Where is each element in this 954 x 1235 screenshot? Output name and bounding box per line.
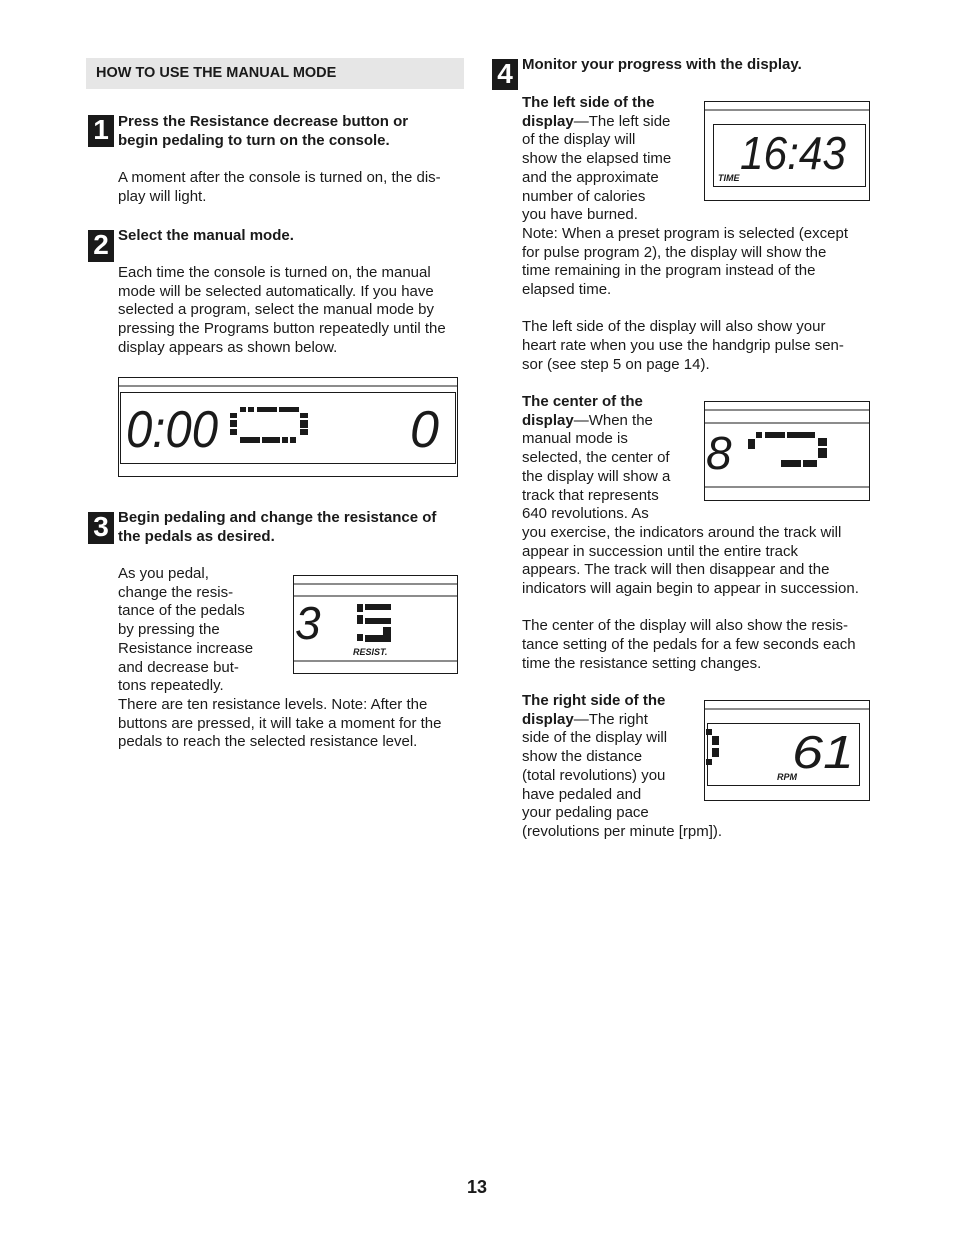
svg-text:8: 8	[706, 427, 732, 479]
time-label: TIME	[718, 173, 740, 183]
step-number-3: 3	[88, 512, 114, 544]
center-description: The center of the display—When the manual mode is selected, the center of the display will show a track that represents 640 revolutions. As you exercise, the indicators around the track will appear in succession until the entire track appears. The track will then disappear and the indicators will again begin to appear in succession. The center of the display will also show the resis- tance setting of the pedals for a few seconds each time the resistance setting changes.	[522, 393, 859, 672]
manual-time-readout	[126, 401, 218, 459]
rpm-readout	[792, 726, 854, 778]
svg-text:0: 0	[410, 401, 439, 459]
resistance-display	[293, 575, 458, 674]
rpm-display	[704, 700, 870, 801]
track-indicator-icon	[230, 407, 308, 443]
step-number-4: 4	[492, 59, 518, 90]
step-number-2: 2	[88, 230, 114, 262]
step-2-heading: Select the manual mode.	[118, 227, 294, 244]
center-display	[704, 401, 870, 501]
section-header	[86, 58, 464, 89]
resist-label: RESIST.	[353, 647, 388, 657]
resist-segment-icon	[357, 604, 391, 642]
page-number: 13	[466, 1177, 488, 1197]
step-1-body: A moment after the console is turned on, the dis- play will light.	[118, 169, 441, 205]
center-track-icon	[748, 432, 827, 467]
rpm-label: RPM	[777, 772, 797, 782]
time-readout	[740, 127, 846, 179]
resist-left-digit	[295, 597, 321, 649]
manual-right-readout	[410, 401, 439, 459]
section-title: HOW TO USE THE MANUAL MODE	[96, 65, 337, 81]
step-1-heading: Press the Resistance decrease button or begin pedaling to turn on the console.	[118, 113, 409, 149]
step-3-body: As you pedal, change the resis- tance of the pedals by pressing the Resistance increase and decrease but- tons repeatedly. There are ten resistance levels. Note: After the buttons are pressed, it will take a moment for the pedals to reach the selected resistance level.	[118, 565, 442, 751]
step-2-body: Each time the console is turned on, the manual mode will be selected automatically. If you have selected a program, select the manual mode by pressing the Programs button repeatedly until the display appears as shown below.	[118, 264, 446, 356]
step-number-1: 1	[88, 115, 114, 147]
step-3-heading: Begin pedaling and change the resistance of the pedals as desired.	[118, 509, 437, 545]
step-4-heading: Monitor your progress with the display.	[522, 56, 802, 73]
left-side-description: The left side of the display—The left side of the display will show the elapsed time and the approximate number of calories you have burned. Note: When a preset program is selected (except for pulse program 2), the display will show the time remaining in the program instead of the elapsed time. The left side of the display will also show your heart rate when you use the handgrip pulse sen- sor (see step 5 on page 14).	[522, 94, 848, 373]
time-display	[704, 101, 870, 201]
svg-text:3: 3	[295, 597, 321, 649]
manual-mode-display	[118, 377, 458, 477]
svg-text:16:43: 16:43	[740, 127, 847, 179]
svg-text:0:00: 0:00	[126, 401, 219, 459]
right-side-description: The right side of the display—The right side of the display will show the distance (total revolutions) you have pedaled and your pedaling pace (revolutions per minute [rpm]).	[522, 692, 723, 840]
svg-text:61: 61	[792, 726, 854, 778]
center-left-digit	[706, 427, 732, 479]
